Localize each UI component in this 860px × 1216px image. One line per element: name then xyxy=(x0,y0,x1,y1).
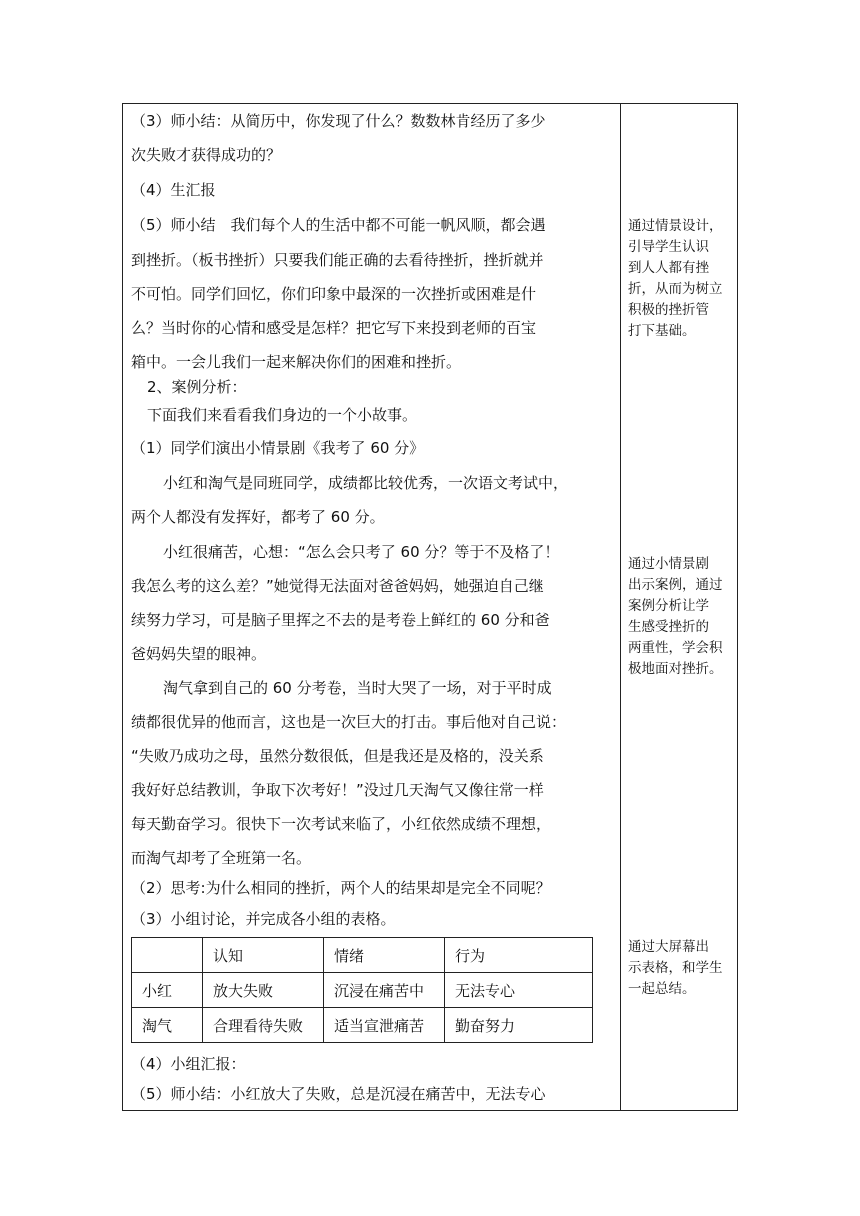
text-line: （5）师小结：小红放大了失败，总是沉浸在痛苦中，无法专心 xyxy=(131,1085,546,1103)
text-line: 箱中。一会儿我们一起来解决你们的困难和挫折。 xyxy=(131,353,462,371)
note-line: 引导学生认识 xyxy=(628,239,709,255)
text-line: 我怎么考的这么差？”她觉得无法面对爸爸妈妈，她强迫自己继 xyxy=(131,577,544,595)
table-header-cell: 情绪 xyxy=(324,938,445,973)
table-cell: 适当宣泄痛苦 xyxy=(324,1008,445,1043)
note-block xyxy=(628,937,723,1000)
text-line: 我好好总结教训，争取下次考好！”没过几天淘气又像往常一样 xyxy=(131,781,544,799)
text-line: 小红很痛苦，心想：“怎么会只考了 60 分？等于不及格了！ xyxy=(163,543,560,561)
note-line: 通过情景设计， xyxy=(628,218,723,234)
table-header-row xyxy=(132,938,593,973)
table-cell: 小红 xyxy=(132,973,203,1008)
table-cell xyxy=(132,938,203,973)
note-line: 通过大屏幕出 xyxy=(628,939,709,955)
text-line: （1）同学们演出小情景剧《我考了 60 分》 xyxy=(131,439,425,457)
text-line: 每天勤奋学习。很快下一次考试来临了，小红依然成绩不理想， xyxy=(131,815,552,833)
text-line: （4）生汇报 xyxy=(131,181,216,199)
text-line: 爸妈妈失望的眼神。 xyxy=(131,645,267,663)
note-line: 一起总结。 xyxy=(628,981,696,997)
note-block xyxy=(628,554,723,680)
note-line: 到人人都有挫 xyxy=(628,260,709,276)
note-line: 出示案例，通过 xyxy=(628,577,723,593)
comparison-table xyxy=(131,937,593,1043)
text-line: 小红和淘气是同班同学，成绩都比较优秀，一次语文考试中， xyxy=(163,474,569,492)
column-divider xyxy=(620,103,621,1111)
text-line: （3）师小结：从简历中，你发现了什么？数数林肯经历了多少 xyxy=(131,112,546,130)
text-line: 么？当时你的心情和感受是怎样？把它写下来投到老师的百宝 xyxy=(131,319,537,337)
note-line: 案例分析让学 xyxy=(628,598,709,614)
text-line: 而淘气却考了全班第一名。 xyxy=(131,849,312,867)
table-header-cell: 行为 xyxy=(445,938,593,973)
note-line: 生感受挫折的 xyxy=(628,619,709,635)
note-line: 两重性，学会积 xyxy=(628,640,723,656)
note-line: 通过小情景剧 xyxy=(628,556,709,572)
section-heading: 2、案例分析： xyxy=(147,378,247,396)
text-line: “失败乃成功之母，虽然分数很低，但是我还是及格的，没关系 xyxy=(131,747,544,765)
table-row xyxy=(132,1008,593,1043)
note-block xyxy=(628,216,723,342)
note-line: 极地面对挫折。 xyxy=(628,661,723,677)
note-line: 示表格，和学生 xyxy=(628,960,723,976)
table-cell: 淘气 xyxy=(132,1008,203,1043)
text-line: 两个人都没有发挥好，都考了 60 分。 xyxy=(131,508,385,526)
note-line: 折，从而为树立 xyxy=(628,281,723,297)
table-cell: 无法专心 xyxy=(445,973,593,1008)
text-line: 到挫折。（板书挫折）只要我们能正确的去看待挫折，挫折就并 xyxy=(131,251,544,269)
table-cell: 勤奋努力 xyxy=(445,1008,593,1043)
text-line: （2）思考:为什么相同的挫折，两个人的结果却是完全不同呢？ xyxy=(131,879,551,897)
table-cell: 放大失败 xyxy=(203,973,324,1008)
text-line: （4）小组汇报： xyxy=(131,1055,246,1073)
text-line: 下面我们来看看我们身边的一个小故事。 xyxy=(147,406,418,424)
text-line: 不可怕。同学们回忆，你们印象中最深的一次挫折或困难是什 xyxy=(131,285,537,303)
table-cell: 合理看待失败 xyxy=(203,1008,324,1043)
text-line: 续努力学习，可是脑子里挥之不去的是考卷上鲜红的 60 分和爸 xyxy=(131,611,550,629)
text-line: 淘气拿到自己的 60 分考卷，当时大哭了一场，对于平时成 xyxy=(163,679,552,697)
text-line: （3）小组讨论，并完成各小组的表格。 xyxy=(131,910,396,928)
text-line: 次失败才获得成功的？ xyxy=(131,146,282,164)
note-line: 打下基础。 xyxy=(628,323,696,339)
text-line: （5）师小结 我们每个人的生活中都不可能一帆风顺，都会遇 xyxy=(131,216,546,234)
table-header-cell: 认知 xyxy=(203,938,324,973)
note-line: 积极的挫折管 xyxy=(628,302,709,318)
table-cell: 沉浸在痛苦中 xyxy=(324,973,445,1008)
table-row xyxy=(132,973,593,1008)
text-line: 绩都很优异的他而言，这也是一次巨大的打击。事后他对自己说： xyxy=(131,713,567,731)
